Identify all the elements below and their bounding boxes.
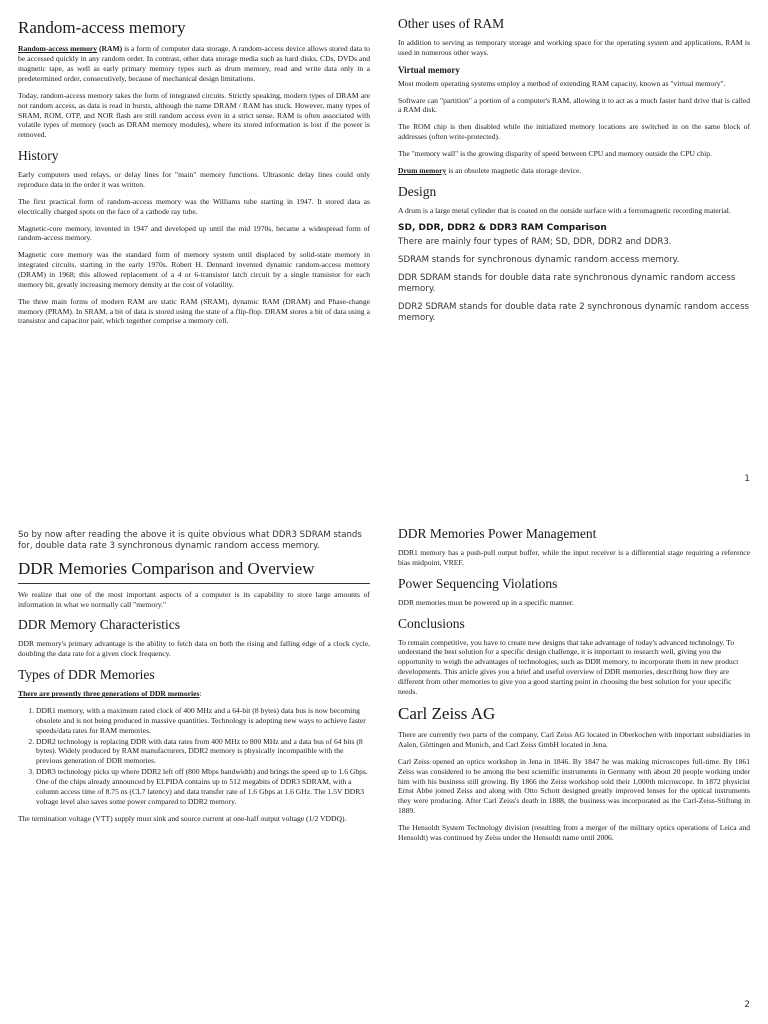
history-paragraph-3: Magnetic-core memory, invented in 1947 and developed up until the mid 1970s, became a widespread form of random-access memory. xyxy=(18,223,370,243)
drum-memory-term: Drum memory xyxy=(398,165,447,175)
ram-intro-rest: is a form of computer data storage. A random-access device allows stored data to be accessed quickly in any random order. In contrast, other data storage media such as hard disks, CDs, DVDs and magnetic tape, as well as early primary memory types such as drum memory, read and write data only in a predetermined order, consecutively, because of mechanical design limitations. xyxy=(18,44,370,83)
carl-zeiss-heading: Carl Zeiss AG xyxy=(398,703,496,723)
comparison-paragraph-2: SDRAM stands for synchronous dynamic random access memory. xyxy=(398,254,680,265)
ddr-characteristics-heading: DDR Memory Characteristics xyxy=(18,617,180,633)
ddr3-lead-paragraph: So by now after reading the above it is quite obvious what DDR3 SDRAM stands for, double data rate 3 synchronous dynamic random access memory. xyxy=(18,530,362,552)
list-item: 3. DDR3 technology picks up where DDR2 left off (800 Mbps bandwidth) and brings the speed up to 1.6 Gbps. One of the chips already announced by ELPIDA contains up to 512 megabits of DDR3 SDRAM, with a column access time of 8.75 ns (CL7 latency) and data transfer rate of 1.6 Gbps at 1.6 GHz. The 1.5V DDR3 voltage level also saves some power compared to DDR2 memory. xyxy=(36,767,370,806)
ddr-generations-paragraph xyxy=(18,689,370,699)
power-management-paragraph: DDR1 memory has a push-pull output buffer, while the input receiver is a differential stage requiring a reference bias midpoint, VREF. xyxy=(398,548,750,567)
zeiss-paragraph-2: Carl Zeiss opened an optics workshop in Jena in 1846. By 1847 he was making microscopes full-time. By 1861 Zeiss was considered to be among the best scientific instruments in Germany with about 20 people working under him with his business still growing. By 1866 the Zeiss workshop sold their 1,000th microscope. In 1872 physicist Ernst Abbe joined Zeiss and along with Otto Schott designed greatly improved lenses for the optical instruments they were producing. After Carl Zeiss's death in 1888, the business was incorporated as the Carl-Zeiss-Stiftung in 1889. xyxy=(398,756,750,816)
drum-memory-rest: is an obsolete magnetic data storage device. xyxy=(446,165,582,175)
ddr-intro-paragraph: We realize that one of the most important aspects of a computer is its capability to store large amounts of information in what we normally call "memory." xyxy=(18,589,370,609)
comparison-paragraph-4: DDR2 SDRAM stands for double data rate 2 synchronous dynamic random access memory. xyxy=(398,302,750,324)
virtual-paragraph-4: The "memory wall" is the growing disparity of speed between CPU and memory outside the CPU chip. xyxy=(398,149,712,159)
ddr-comparison-title: DDR Memories Comparison and Overview xyxy=(18,559,370,583)
power-management-heading: DDR Memories Power Management xyxy=(398,526,597,541)
virtual-memory-heading: Virtual memory xyxy=(398,64,460,75)
list-item: 2. DDR2 technology is replacing DDR with data rates from 400 MHz to 800 MHz and a data bus of 64 bits (8 bytes). Widely produced by RAM manufacturers, DDR2 memory is physically incompatible with the previous generation of DDR memories. xyxy=(36,737,370,767)
virtual-paragraph-2: Software can "partition" a portion of a computer's RAM, allowing it to act as a much faster hard drive that is called a RAM disk. xyxy=(398,95,750,115)
ddr-generations-colon: : xyxy=(199,689,202,699)
virtual-paragraph-3: The ROM chip is then disabled while the initialized memory locations are switched in on the same block of addresses (often write-protected). xyxy=(398,122,750,142)
history-paragraph-1: Early computers used relays, or delay lines for "main" memory functions. Ultrasonic delay lines could only reproduce data in the order it was written. xyxy=(18,170,370,189)
ddr-types-heading: Types of DDR Memories xyxy=(18,667,155,683)
page1-left-column xyxy=(18,14,370,333)
drum-memory-paragraph xyxy=(398,166,750,176)
history-paragraph-4: Magnetic core memory was the standard form of memory system until displaced by solid-state memory in integrated circuits, starting in the early 1970s. Robert H. Dennard invented dynamic random-access memory (DRAM) in 1968; this allowed replacement of a 4 or 6-transistor latch circuit by a single transistor for each memory bit, greatly increasing memory density at the cost of volatility. xyxy=(18,250,370,289)
page2-right-column xyxy=(398,518,750,850)
other-uses-paragraph: In addition to serving as temporary storage and working space for the operating system and applications, RAM is used in numerous other ways. xyxy=(398,38,750,57)
other-uses-heading: Other uses of RAM xyxy=(398,16,505,31)
zeiss-paragraph-1: There are currently two parts of the company, Carl Zeiss AG located in Oberkochen with important subsidiaries in Aalen, Göttingen and Munich, and Carl Zeiss GmbH located in Jena. xyxy=(398,730,750,749)
comparison-paragraph-3: DDR SDRAM stands for double data rate synchronous dynamic random access memory. xyxy=(398,272,736,295)
ram-today-paragraph: Today, random-access memory takes the form of integrated circuits. Strictly speaking, modern types of DRAM are not random access, as data is read in bursts, although the name DRAM / RAM has stuck. However, many types of SRAM, ROM, OTP, and NOR flash are still random access even in a strict sense. RAM is often associated with volatile types of memory (such as DRAM memory modules), where its stored information is lost if the power is removed. xyxy=(18,90,370,140)
conclusions-paragraph: To remain competitive, you have to create new designs that take advantage of today's advanced technology. To understand the best solution for a specific design challenge, it is important to research well, giving you the opportunity to weigh the advantages of technologies, such as DDR memory, to incorporate them in new product developments. This article gives you a brief and useful overview of DDR memories, describing how they are different from other memories to give you a good starting point in choosing the best solution for your specific needs. xyxy=(398,637,739,696)
ram-intro-paragraph xyxy=(18,44,370,83)
page-number-2: 2 xyxy=(744,1000,750,1010)
comparison-paragraph-1: There are mainly four types of RAM; SD, DDR, DDR2 and DDR3. xyxy=(398,236,672,247)
ram-title: Random-access memory xyxy=(18,18,186,37)
page2-left-column xyxy=(18,530,370,830)
vtt-paragraph: The termination voltage (VTT) supply must sink and source current at one-half output voltage (1/2 VDDQ). xyxy=(18,813,347,823)
ddr-generations-list xyxy=(18,706,370,807)
ddr-characteristics-paragraph: DDR memory's primary advantage is the ability to fetch data on both the rising and falling edge of a clock cycle, doubling the data rate for a given clock frequency. xyxy=(18,639,370,659)
ddr-generations-label: There are presently three generations of DDR memories xyxy=(18,689,200,699)
ram-intro-term: Random-access memory xyxy=(18,44,98,54)
page-number-1: 1 xyxy=(744,474,750,484)
power-sequencing-heading: Power Sequencing Violations xyxy=(398,575,558,591)
power-sequencing-paragraph: DDR memories must be powered up in a specific manner. xyxy=(398,597,574,607)
history-paragraph-5: The three main forms of modern RAM are static RAM (SRAM), dynamic RAM (DRAM) and Phase-change memory (PRAM). In SRAM, a bit of data is stored using the state of a flip-flop. DRAM stores a bit of data using a transistor and capacitor pair, which together comprise a memory cell. xyxy=(18,296,370,326)
zeiss-paragraph-3: The Hensoldt System Technology division (resulting from a merger of the military optics operations of Leica and Hensoldt) was continued by Zeiss under the Hensoldt name until 2006. xyxy=(398,823,750,842)
document-page-2 xyxy=(0,500,768,1024)
history-paragraph-2: The first practical form of random-access memory was the Williams tube starting in 1947. It stored data as electrically charged spots on the face of a cathode ray tube. xyxy=(18,196,370,216)
ram-intro-abbr: (RAM) xyxy=(97,44,123,54)
design-paragraph: A drum is a large metal cylinder that is coated on the outside surface with a ferromagnetic recording material. xyxy=(398,205,731,215)
page1-right-column xyxy=(398,14,750,332)
conclusions-heading: Conclusions xyxy=(398,615,465,631)
document-page-1 xyxy=(0,0,768,500)
ram-comparison-heading: SD, DDR, DDR2 & DDR3 RAM Comparison xyxy=(398,222,607,233)
virtual-paragraph-1: Most modern operating systems employ a method of extending RAM capacity, known as "virtual memory". xyxy=(398,78,726,88)
history-heading: History xyxy=(18,148,59,164)
list-item: 1. DDR1 memory, with a maximum rated clock of 400 MHz and a 64-bit (8 bytes) data bus is now becoming obsolete and is not being produced in massive quantities. Technology is adopting new ways to achieve faster speeds/data rates for RAM memories. xyxy=(36,706,370,736)
design-heading: Design xyxy=(398,183,437,199)
